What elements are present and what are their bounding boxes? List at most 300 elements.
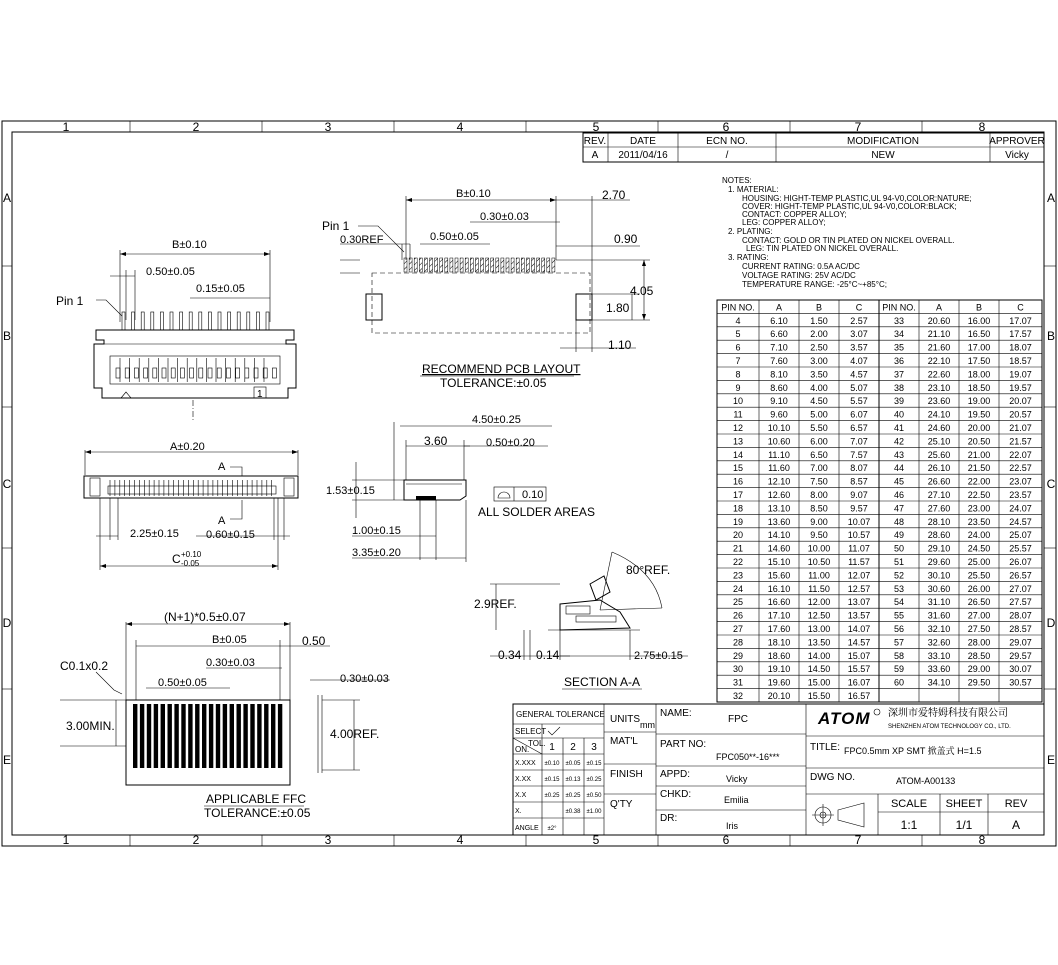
pin-table-cell: 36 (893, 356, 905, 366)
pin-table-cell: 8.00 (810, 490, 828, 500)
part-label: PART NO: (660, 739, 707, 750)
pin-table (717, 300, 1042, 702)
pin-table-cell: 19.60 (767, 677, 791, 688)
pin-table-cell: 29.10 (927, 543, 951, 554)
side-dim-450: 4.50±0.25 (472, 414, 521, 426)
section-dim-034: 0.34 (498, 648, 522, 662)
zone-row-a-right: A (1046, 191, 1056, 205)
pin-table-cell: 15 (732, 463, 744, 474)
front-section-a-top: A (218, 461, 226, 473)
pcb-dim-270: 2.70 (602, 188, 626, 202)
pin-table-cell: 23.57 (1009, 490, 1032, 500)
pin-table-cell: 6.07 (850, 409, 868, 420)
front-dim-060: 0.60±0.15 (206, 529, 255, 541)
part-value: FPC050**-16*** (716, 752, 780, 762)
tol-cell: ±1.00 (586, 809, 602, 815)
tol-cell: X.XX (515, 776, 531, 783)
pin-table-header: B (815, 302, 823, 313)
notes-title: NOTES: (722, 176, 752, 185)
pin-table-cell: 17.10 (767, 610, 791, 621)
units-label: UNITS (610, 714, 640, 725)
pin-table-cell: 24.60 (927, 423, 951, 433)
section-angle: 80°REF. (626, 563, 671, 577)
pin-table-cell: 23.07 (1009, 476, 1032, 487)
pin-table-cell: 14.57 (847, 637, 871, 648)
pin-table-cell: 27.60 (927, 503, 951, 514)
select-label: SELECT (515, 727, 547, 736)
pin-table-cell: 41 (893, 423, 905, 433)
pin-table-cell: 19.10 (767, 664, 791, 675)
pin-table-cell: 23 (732, 570, 744, 581)
pin-table-cell: 27.00 (967, 610, 991, 621)
pin-table-cell: 12.07 (847, 570, 871, 581)
tol-cell: ±0.15 (544, 777, 560, 783)
pcb-dim-030ref: 0.30REF (340, 234, 384, 246)
pin-table-cell: 5.57 (850, 396, 868, 407)
zone-col-8-top: 8 (978, 120, 986, 134)
tol-col-2: 2 (570, 742, 576, 753)
tol-cell: ±0.25 (586, 777, 602, 783)
zone-col-2-top: 2 (192, 120, 200, 134)
note-line: HOUSING: HIGHT-TEMP PLASTIC,UL 94-V0,COLOR:NATURE; (742, 194, 972, 203)
side-view (326, 414, 595, 562)
pin-table-cell: 19.57 (1009, 382, 1032, 393)
pin-table-cell: 31.10 (927, 597, 951, 608)
pin-table-cell: 9.60 (770, 409, 788, 420)
ffc-dim-300: 3.00MIN. (66, 719, 115, 733)
side-dim-335: 3.35±0.20 (352, 547, 401, 559)
pin-table-cell: 22.07 (1009, 449, 1032, 460)
sheet-label: SHEET (945, 798, 983, 810)
pin-table-cell: 26.60 (927, 476, 951, 487)
pin-table-cell: 37 (893, 369, 905, 380)
tol-cell: ±0.25 (565, 793, 581, 799)
zone-row-e-right: E (1046, 753, 1056, 767)
pin-table-cell: 11.00 (808, 570, 830, 581)
zone-col-4-top: 4 (456, 120, 464, 134)
zone-row-b-left: B (2, 329, 12, 343)
ffc-chamfer: C0.1x0.2 (60, 659, 109, 673)
note-line: VOLTAGE RATING: 25V AC/DC (742, 271, 856, 280)
pin-table-cell: 6.10 (770, 315, 788, 326)
pin-table-cell: 30.57 (1009, 677, 1032, 688)
zone-col-2-bottom: 2 (192, 833, 200, 847)
pin-table-cell: 46 (893, 490, 905, 500)
pin-table-cell: 12.57 (847, 583, 871, 594)
pin-table-cell: 1.50 (810, 315, 828, 326)
rev-header: REV. (583, 136, 607, 147)
pin-table-cell: 9.07 (850, 490, 868, 500)
pin-table-cell: 22.10 (927, 356, 951, 366)
pin-table-cell: 34 (893, 329, 905, 340)
pin-table-cell: 10.00 (807, 543, 831, 554)
side-dim-100: 1.00±0.15 (352, 525, 401, 537)
pin-table-cell: 7.50 (810, 476, 828, 487)
pin-table-cell: 6.50 (810, 449, 828, 460)
front-dim-c: C (172, 552, 181, 566)
pin-table-cell: 17.50 (967, 356, 991, 366)
date-value: 2011/04/16 (618, 150, 668, 161)
pin-table-cell: 27.57 (1009, 597, 1032, 608)
pin-table-cell: 38 (893, 382, 905, 393)
pin-table-cell: 11.60 (768, 463, 790, 474)
pin-table-cell: 45 (893, 476, 905, 487)
pin-table-cell: 25.60 (927, 449, 951, 460)
pin-table-cell: 26.57 (1009, 570, 1032, 581)
pin-table-cell: 50 (893, 543, 905, 554)
side-dim-360: 3.60 (424, 434, 448, 448)
approver-header: APPROVER (989, 136, 1045, 147)
pin-table-cell: 15.60 (767, 570, 791, 581)
pin-table-cell: 22.00 (967, 476, 991, 487)
pin-table-cell: 9.00 (810, 516, 828, 527)
rev-label: REV (1004, 798, 1028, 810)
modification-value: NEW (871, 150, 895, 161)
pin-table-cell: 49 (893, 530, 905, 541)
pin-table-cell: 8 (735, 369, 741, 380)
note-line: TEMPERATURE RANGE: -25°C~+85°C; (742, 280, 887, 289)
pin-table-cell: 14.10 (767, 530, 791, 541)
pin-table-cell: 16 (732, 476, 744, 487)
pin-table-cell: 32 (732, 691, 744, 701)
zone-row-a-left: A (2, 191, 12, 205)
sheet-value: 1/1 (955, 818, 973, 832)
note-line: LEG: COPPER ALLOY; (742, 218, 826, 227)
zone-col-5-top: 5 (592, 120, 600, 134)
pin-table-cell: 11.57 (848, 557, 870, 567)
pcb-tolerance: TOLERANCE:±0.05 (440, 376, 547, 390)
pin-table-cell: 27.10 (927, 490, 951, 500)
appd-value: Vicky (726, 774, 748, 784)
tol-col-1: 1 (549, 742, 555, 753)
side-flatness: 0.10 (522, 489, 544, 501)
pin-table-cell: 23.10 (927, 382, 951, 393)
zone-row-d-right: D (1046, 616, 1056, 630)
pin-table-cell: 10 (732, 396, 744, 407)
pin-table-cell: 18 (732, 503, 744, 514)
pin-table-cell: 25.57 (1009, 543, 1032, 554)
tol-cell: ±0.05 (565, 761, 581, 767)
pin-table-cell: 31 (732, 677, 744, 688)
rev-value: A (591, 150, 599, 161)
pin-table-cell: 7.00 (810, 463, 828, 474)
pin-table-cell: 29.60 (927, 557, 951, 567)
tol-cell: ±0.15 (586, 761, 602, 767)
scale-label: SCALE (890, 798, 928, 810)
side-dim-153: 1.53±0.15 (326, 485, 375, 497)
zone-row-c-left: C (2, 477, 12, 491)
pin-table-cell: 5.50 (810, 423, 828, 433)
pin-table-cell: 10.10 (767, 423, 791, 433)
pcb-layout (322, 188, 654, 390)
pin-table-cell: 19.07 (1009, 369, 1032, 380)
note-line: 2. PLATING: (728, 227, 773, 236)
pin-table-cell: 24.50 (967, 543, 991, 554)
pin-table-cell: 14.50 (807, 664, 831, 675)
pin-table-cell: 12.50 (807, 610, 831, 621)
atom-logo: ATOM (818, 709, 871, 728)
pin-table-cell: 12 (732, 423, 744, 433)
pin-table-cell: 11.10 (768, 449, 790, 460)
pin-table-cell: 23.60 (927, 396, 951, 407)
pin-table-cell: 15.07 (847, 650, 871, 661)
pin-table-cell: 57 (893, 637, 905, 648)
pin-table-cell: 18.50 (967, 382, 991, 393)
tol-col-3: 3 (591, 742, 597, 753)
pin-table-cell: 28.60 (927, 530, 951, 541)
pin-table-cell: 32.10 (927, 624, 951, 634)
dr-value: Iris (726, 821, 738, 831)
pin-table-cell: 35 (893, 342, 905, 353)
pin-table-cell: 21 (732, 543, 744, 554)
pin-table-cell: 24.10 (927, 409, 951, 420)
pcb-dim-405: 4.05 (630, 284, 654, 298)
general-tolerance-label: GENERAL TOLERANCE (516, 710, 605, 719)
ffc-view (60, 610, 390, 820)
pin-table-cell: 33.10 (927, 650, 951, 661)
pin-table-header: C (1017, 302, 1024, 313)
section-dim-29: 2.9REF. (474, 597, 517, 611)
pin-table-cell: 26.07 (1009, 557, 1032, 567)
front-dim-c-plus: +0.10 (181, 550, 202, 559)
pin-table-cell: 15.50 (807, 691, 831, 701)
pin-table-cell: 8.50 (810, 503, 828, 514)
pin-table-cell: 17 (732, 490, 744, 500)
pin-table-cell: 16.00 (967, 315, 991, 326)
pin-table-cell: 8.07 (850, 463, 868, 474)
pin-table-header: PIN NO. (882, 302, 916, 313)
pin-table-cell: 4.50 (810, 396, 828, 407)
section-dim-014: 0.14 (536, 648, 560, 662)
ffc-dim-050b: 0.50±0.05 (158, 677, 207, 689)
pin-table-cell: 24.07 (1009, 503, 1032, 514)
zone-col-7-bottom: 7 (854, 833, 862, 847)
pin-table-cell: 28.00 (967, 637, 991, 648)
pin-table-cell: 20.00 (967, 423, 991, 433)
pin-table-cell: 56 (893, 624, 905, 634)
pin-table-cell: 54 (893, 597, 905, 608)
pin-table-cell: 30.60 (927, 583, 951, 594)
pin-table-cell: 6.00 (810, 436, 828, 447)
pin-table-cell: 17.07 (1009, 315, 1032, 326)
approver-value: Vicky (1005, 150, 1029, 161)
pin-table-cell: 16.60 (767, 597, 791, 608)
pin-table-cell: 25.00 (967, 557, 991, 567)
pin-table-cell: 9 (735, 382, 741, 393)
pin-table-cell: 8.10 (770, 369, 788, 380)
pin-table-cell: 2.00 (810, 329, 828, 340)
pin-table-cell: 21.10 (927, 329, 951, 340)
scale-value: 1:1 (900, 818, 918, 832)
pin-table-cell: 29 (732, 650, 744, 661)
pin-table-cell: 7.57 (850, 449, 868, 460)
pin-table-cell: 6 (735, 342, 741, 353)
pcb-dim-110: 1.10 (608, 338, 632, 352)
pin-table-cell: 5.07 (850, 382, 868, 393)
pin-table-cell: 17.60 (767, 624, 791, 634)
tol-label: TOL. (528, 739, 546, 748)
qty-label: Q'TY (610, 799, 633, 810)
pin-table-cell: 28.10 (927, 516, 951, 527)
pin-table-cell: 29.57 (1009, 650, 1032, 661)
pin-table-cell: 6.60 (770, 329, 788, 340)
ffc-dim-n: (N+1)*0.5±0.07 (164, 610, 246, 624)
tol-cell: X.X (515, 792, 527, 799)
pin-table-cell: 25.10 (927, 436, 951, 447)
projection-symbol-icon (812, 803, 864, 827)
pin-table-cell: 13 (732, 436, 744, 447)
finish-label: FINISH (610, 769, 643, 780)
pin-table-cell: 28.50 (967, 650, 991, 661)
note-line: CONTACT: GOLD OR TIN PLATED ON NICKEL OVERALL. (742, 236, 955, 245)
front-view (84, 441, 298, 570)
note-line: CURRENT RATING: 0.5A AC/DC (742, 262, 860, 271)
note-line: CONTACT: COPPER ALLOY; (742, 210, 847, 219)
ffc-title: APPLICABLE FFC (206, 792, 307, 806)
pin-table-cell: 25.50 (967, 570, 991, 581)
pin-table-cell: 13.07 (847, 597, 871, 608)
pin-table-cell: 40 (893, 409, 905, 420)
zone-col-1-bottom: 1 (62, 833, 70, 847)
tol-cell: ±0.10 (544, 761, 560, 767)
pin-table-cell: 58 (893, 650, 905, 661)
rev-value-tb: A (1011, 818, 1021, 832)
ffc-dim-030b: 0.30±0.03 (340, 673, 389, 685)
pin-table-cell: 4.00 (810, 382, 828, 393)
front-section-a-bottom: A (218, 515, 226, 527)
pin-table-cell: 21.60 (927, 342, 951, 353)
ecn-value: / (725, 150, 729, 161)
tol-cell: ±0.13 (565, 777, 581, 783)
pin-table-cell: 30.10 (927, 570, 951, 581)
name-value: FPC (728, 714, 748, 725)
pin-table-cell: 25 (732, 597, 744, 608)
pin-table-cell: 2.50 (810, 342, 828, 353)
pin-table-cell: 6.57 (850, 423, 868, 433)
chkd-value: Emilia (724, 795, 749, 805)
pin-table-cell: 29.07 (1009, 637, 1032, 648)
revision-block (583, 133, 1045, 162)
pin-table-cell: 60 (893, 677, 905, 688)
pin-table-cell: 17.57 (1009, 329, 1032, 340)
side-solder-note: ALL SOLDER AREAS (478, 505, 595, 519)
note-line: COVER: HIGHT-TEMP PLASTIC,UL 94-V0,COLOR:BLACK; (742, 202, 957, 211)
on-label: ON. (515, 745, 530, 754)
pin-table-cell: 32.60 (927, 637, 951, 648)
pin-table-cell: 11 (733, 409, 743, 420)
ffc-dim-b: B±0.05 (212, 634, 247, 646)
dwg-label: DWG NO. (810, 772, 855, 783)
section-dim-275: 2.75±0.15 (634, 650, 683, 662)
pin-table-cell: 47 (893, 503, 905, 514)
pin-table-cell: 16.57 (847, 691, 871, 701)
pin-table-cell: 14.07 (847, 624, 871, 634)
pin-table-cell: 15.00 (807, 677, 831, 688)
pin-table-cell: 27 (732, 624, 744, 634)
title-label: TITLE: (810, 742, 841, 753)
pcb-title: RECOMMEND PCB LAYOUT (422, 362, 581, 376)
pin-table-cell: 33 (893, 315, 905, 326)
pin-table-cell: 19 (732, 516, 744, 527)
pin-table-cell: 18.60 (767, 650, 791, 661)
pin-table-cell: 5.00 (810, 409, 828, 420)
pin-table-cell: 15.57 (847, 664, 871, 675)
pin-table-cell: 39 (893, 396, 905, 407)
title-block (513, 704, 1044, 835)
pin-table-cell: 20.57 (1009, 409, 1032, 420)
pin-table-cell: 34.10 (927, 677, 951, 688)
pin-table-cell: 42 (893, 436, 905, 447)
pin-table-cell: 27.07 (1009, 583, 1032, 594)
pin-table-cell: 11.07 (848, 543, 870, 554)
pin-table-cell: 30.07 (1009, 664, 1032, 675)
pin-table-cell: 16.10 (767, 583, 791, 594)
pin-table-cell: 12.10 (767, 476, 791, 487)
pin-table-cell: 12.60 (767, 490, 791, 500)
pin-table-cell: 22.57 (1009, 463, 1032, 474)
pcb-dim-050: 0.50±0.05 (430, 231, 479, 243)
zone-col-3-bottom: 3 (324, 833, 332, 847)
pin-table-cell: 52 (893, 570, 905, 581)
pin-table-cell: 8.57 (850, 476, 868, 487)
pin-table-cell: 27.50 (967, 624, 991, 634)
tol-cell: X. (515, 808, 522, 815)
pin-table-cell: 13.50 (807, 637, 831, 648)
top-pin1-label: Pin 1 (56, 294, 84, 308)
pin-table-cell: 21.50 (967, 463, 991, 474)
pin-table-cell: 17.00 (967, 342, 991, 353)
modification-header: MODIFICATION (846, 136, 920, 147)
pin-table-cell: 20 (732, 530, 744, 541)
pin-table-cell: 19.50 (967, 409, 991, 420)
tol-cell: ANGLE (515, 825, 539, 832)
pcb-dim-030: 0.30±0.03 (480, 211, 529, 223)
pin-table-cell: 28.57 (1009, 624, 1032, 634)
pin-table-cell: 14 (732, 449, 744, 460)
pin-table-cell: 3.00 (810, 356, 828, 366)
pin-table-header: A (775, 302, 783, 313)
pin-table-cell: 13.10 (767, 503, 791, 514)
pin-table-header: A (935, 302, 943, 313)
tol-cell: ±0.25 (544, 793, 560, 799)
date-header: DATE (630, 136, 656, 147)
pin-table-cell: 14.60 (767, 543, 791, 554)
pcb-dim-180: 1.80 (606, 301, 630, 315)
pin-table-cell: 7.10 (770, 342, 788, 353)
pin-table-cell: 48 (893, 516, 905, 527)
pin-table-cell: 15.10 (767, 557, 791, 567)
pin-table-cell: 7.60 (770, 356, 788, 366)
tol-cell: ±2° (547, 826, 557, 832)
zone-col-5-bottom: 5 (592, 833, 600, 847)
pin-table-cell: 13.60 (767, 516, 791, 527)
units-value: mm (640, 720, 655, 730)
zone-col-3-top: 3 (324, 120, 332, 134)
tol-cell: X.XXX (515, 760, 536, 767)
zone-col-1-top: 1 (62, 120, 70, 134)
section-title: SECTION A-A (564, 675, 641, 689)
pin-table-cell: 13.00 (807, 624, 831, 634)
top-view (56, 239, 296, 420)
top-pin1-marker: 1 (257, 389, 263, 400)
pin-table-cell: 13.57 (847, 610, 871, 621)
note-line: 1. MATERIAL: (728, 185, 779, 194)
title-value: FPC0.5mm XP SMT 掀盖式 H=1.5 (844, 746, 982, 756)
pin-table-cell: 24.00 (967, 530, 991, 541)
pin-table-cell: 3.50 (810, 369, 828, 380)
pin-table-cell: 18.10 (767, 637, 791, 648)
pin-table-cell: 26.50 (967, 597, 991, 608)
